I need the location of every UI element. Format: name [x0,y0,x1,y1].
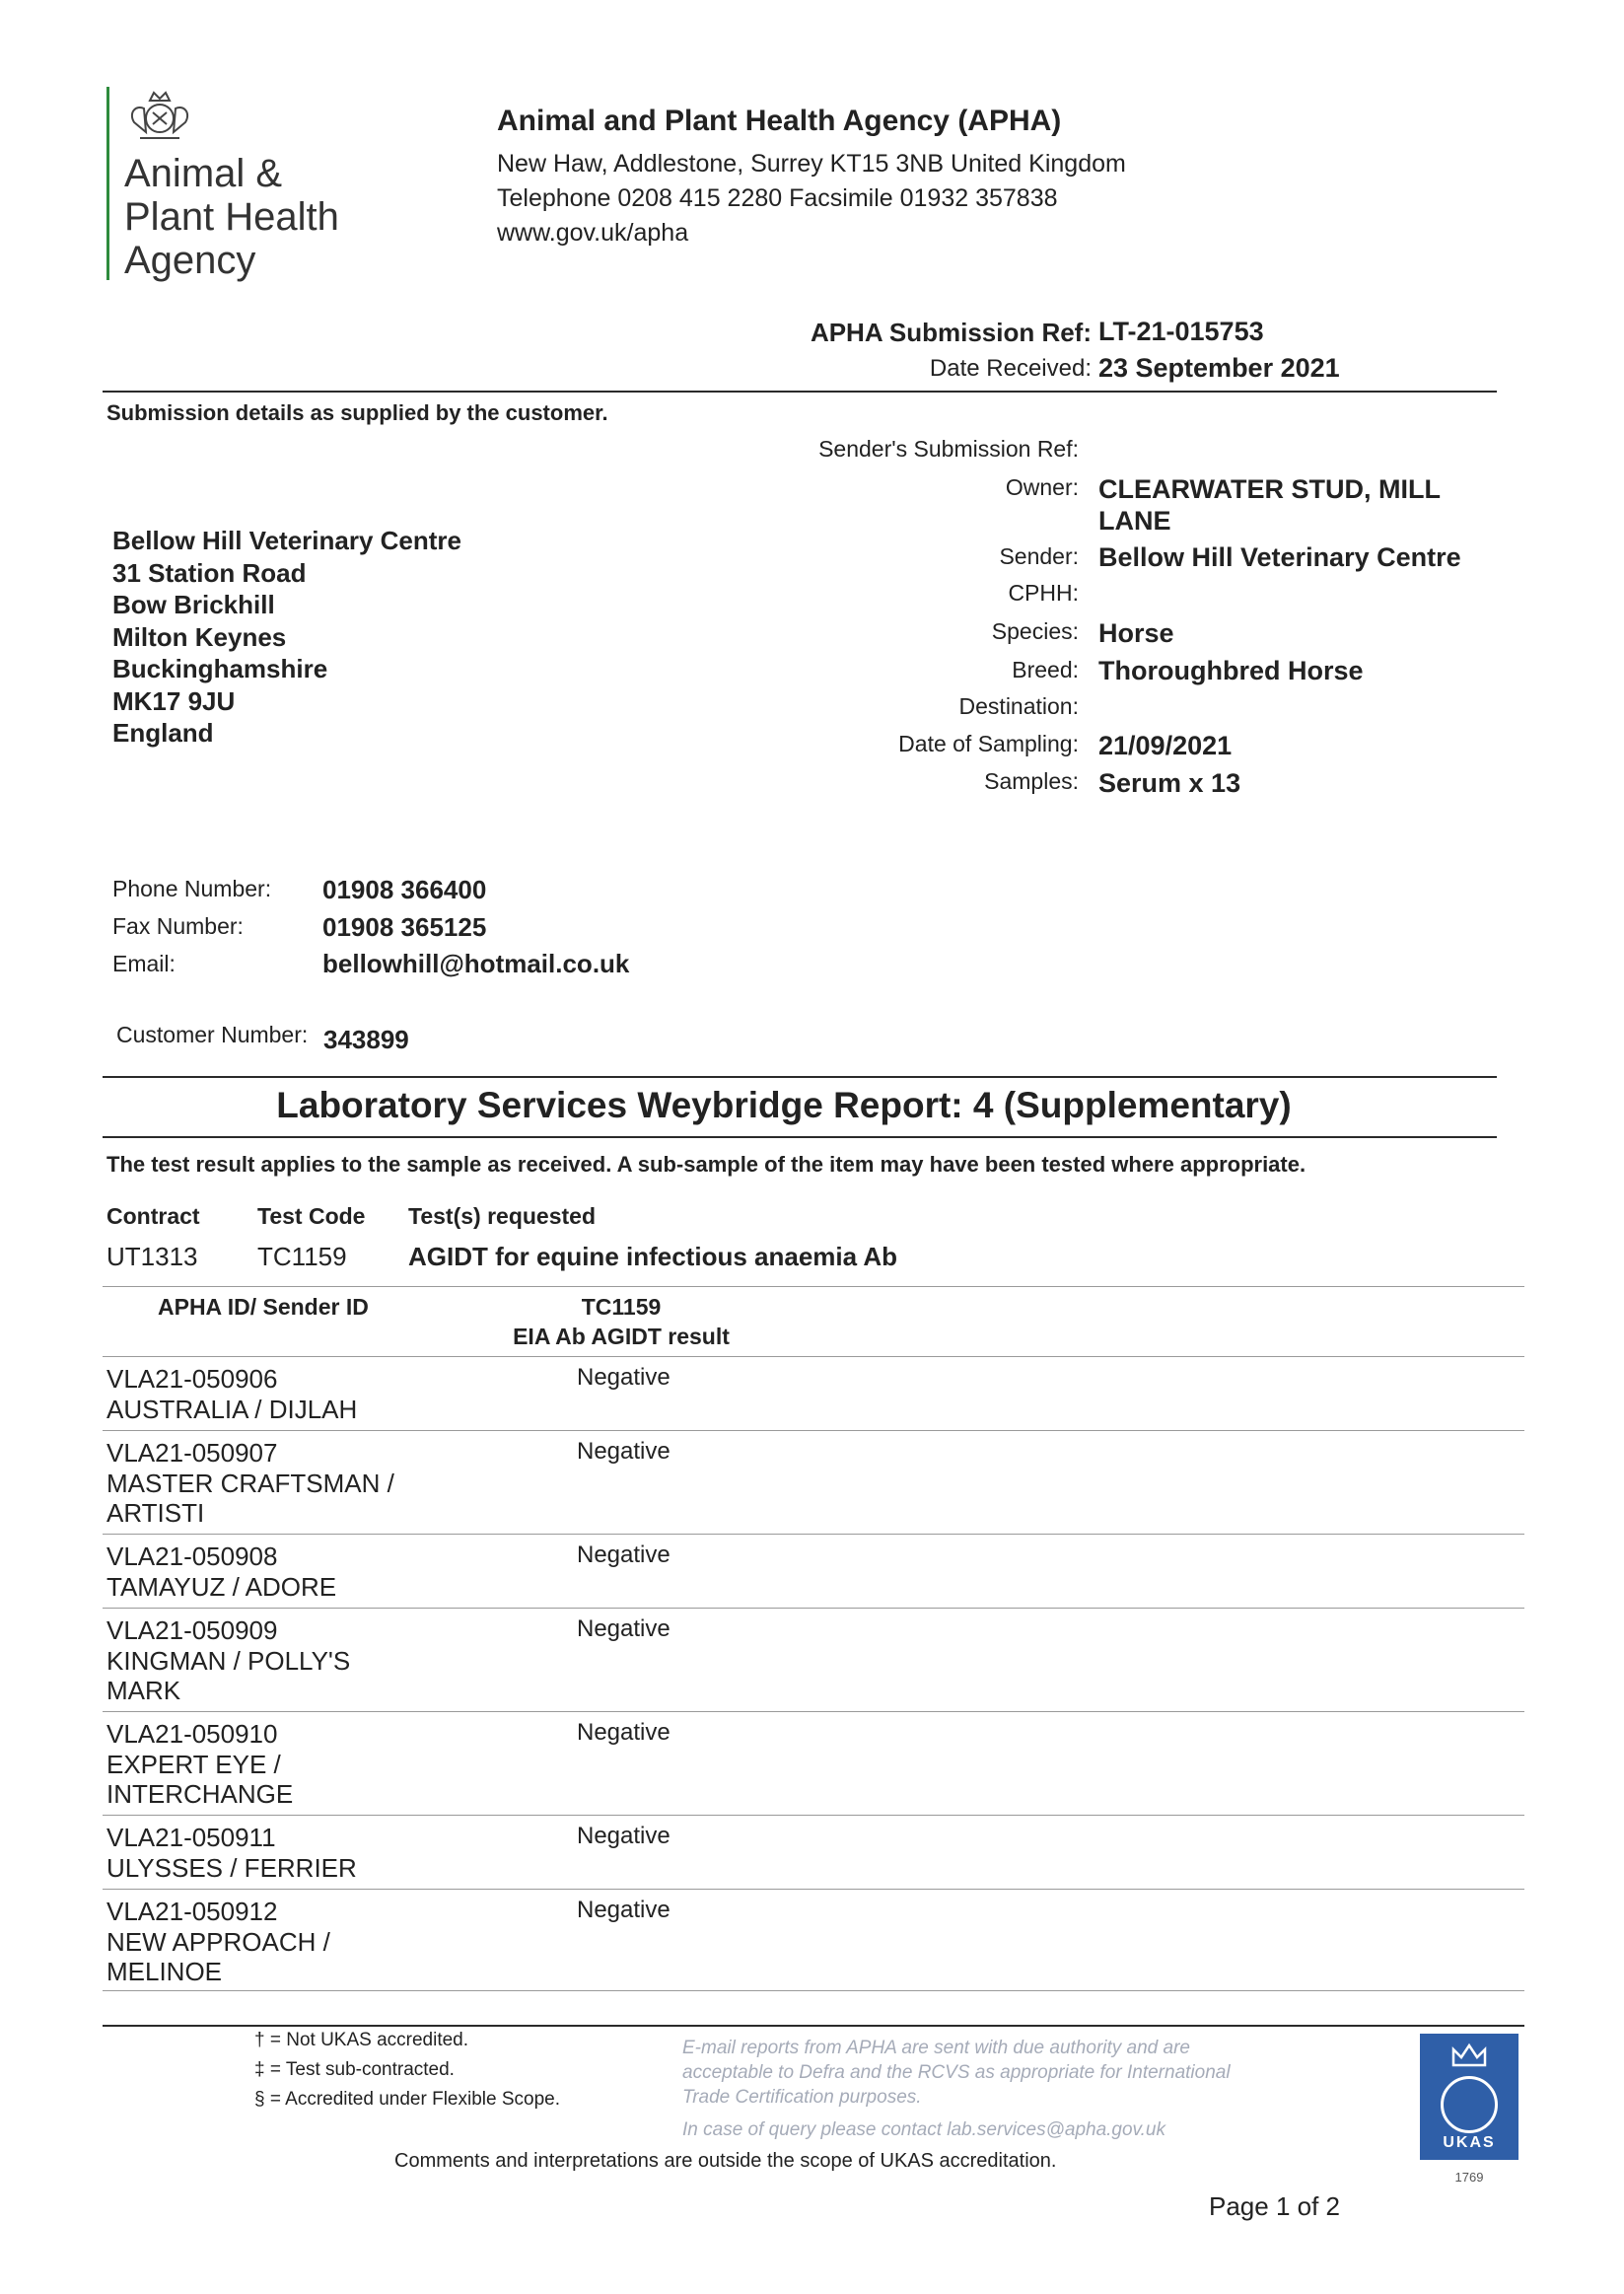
address-line: England [112,718,214,748]
disclaimer-line: E-mail reports from APHA are sent with due authority and are [682,2038,1190,2058]
sender-id: ULYSSES / FERRIER [106,1852,357,1883]
logo-line: Agency [124,239,256,282]
sender-id-cont: INTERCHANGE [106,1779,294,1809]
results-id-header: APHA ID/ Sender ID [158,1294,369,1320]
header-divider [103,391,1497,393]
contract-header: Contract [106,1203,200,1229]
fax-value: 01908 365125 [322,912,487,942]
table-rule [103,1608,1524,1609]
sender-id: KINGMAN / POLLY'S [106,1645,351,1676]
table-rule [103,1430,1524,1431]
customer-number-value: 343899 [323,1025,409,1054]
table-rule [103,1286,1524,1287]
ukas-label: UKAS [1443,2134,1496,2151]
test-requested-value: AGIDT for equine infectious anaemia Ab [408,1242,897,1271]
logo-accent-bar [106,87,109,280]
ukas-tick-icon [1441,2076,1498,2133]
sample-id: VLA21-050908 [106,1541,278,1571]
legend-line: † = Not UKAS accredited. [254,2030,469,2050]
agency-phone-line: Telephone 0208 415 2280 Facsimile 01932 357838 [497,184,1058,212]
table-rule [103,1711,1524,1712]
legend-line: § = Accredited under Flexible Scope. [254,2089,560,2110]
report-bottom-rule [103,1136,1497,1138]
table-rule [103,1534,1524,1535]
result-value: Negative [577,1615,671,1642]
date-of-sampling-value: 21/09/2021 [1098,731,1233,760]
detail-label: Destination: [958,693,1079,719]
phone-label: Phone Number: [112,876,272,901]
email-value: bellowhill@hotmail.co.uk [322,949,630,978]
date-received-value: 23 September 2021 [1098,353,1340,383]
sample-id: VLA21-050912 [106,1897,278,1926]
royal-crest-icon [120,83,199,148]
sample-id: VLA21-050906 [106,1364,278,1394]
address-line: Bow Brickhill [112,590,275,619]
detail-label: Sender: [999,543,1079,569]
sample-id: VLA21-050911 [106,1823,276,1852]
agency-logo-text [124,152,339,282]
report-title: Laboratory Services Weybridge Report: 4 (Supplementary) [276,1085,1292,1125]
agency-name: Animal and Plant Health Agency (APHA) [497,105,1062,137]
address-line: Milton Keynes [112,621,287,652]
scope-note: Comments and interpretations are outside the scope of UKAS accreditation. [394,2150,1057,2172]
result-value: Negative [577,1364,671,1391]
address-line: Bellow Hill Veterinary Centre [112,526,462,555]
sender-id: MASTER CRAFTSMAN / [106,1468,394,1498]
species-value: Horse [1098,618,1174,648]
sample-id: VLA21-050910 [106,1719,278,1749]
detail-label: CPHH: [1008,580,1079,606]
owner-value-cont: LANE [1098,506,1171,536]
table-rule [103,1990,1524,1991]
sender-id: AUSTRALIA / DIJLAH [106,1394,358,1424]
table-rule [103,1889,1524,1890]
sender-id: EXPERT EYE / [106,1749,281,1779]
disclaimer-line: In case of query please contact lab.services@apha.gov.uk [682,2119,1165,2140]
disclaimer-line: acceptable to Defra and the RCVS as appropriate for International [682,2062,1231,2083]
detail-label: Breed: [1012,657,1079,682]
result-value: Negative [577,1823,671,1849]
report-note: The test result applies to the sample as received. A sub-sample of the item may have been tested where appropriate. [106,1152,1306,1177]
samples-value: Serum x 13 [1098,768,1241,798]
customer-number-label: Customer Number: [116,1022,309,1047]
address-line: MK17 9JU [112,685,236,716]
detail-label: Sender's Submission Ref: [818,436,1079,462]
test-code-value: TC1159 [257,1242,347,1271]
results-col-header-name: EIA Ab AGIDT result [513,1324,730,1349]
address-line: Buckinghamshire [112,654,328,683]
result-value: Negative [577,1541,671,1568]
breed-value: Thoroughbred Horse [1098,656,1364,685]
detail-label: Owner: [1005,474,1079,500]
tests-requested-header: Test(s) requested [408,1203,597,1229]
detail-label: Species: [991,618,1079,644]
sender-id: NEW APPROACH / [106,1926,330,1957]
result-value: Negative [577,1719,671,1746]
sender-address [112,525,461,750]
table-rule [103,1815,1524,1816]
email-label: Email: [112,951,176,976]
logo-line: Plant Health [124,195,339,239]
sample-id: VLA21-050907 [106,1438,278,1468]
logo-line: Animal & [124,152,283,195]
contract-value: UT1313 [106,1242,198,1271]
submission-ref-label: APHA Submission Ref: [810,318,1092,347]
phone-value: 01908 366400 [322,875,487,904]
sender-id-cont: MARK [106,1676,181,1705]
result-value: Negative [577,1438,671,1465]
table-rule [103,1356,1524,1357]
sample-id: VLA21-050909 [106,1615,278,1645]
result-value: Negative [577,1897,671,1923]
legend-line: ‡ = Test sub-contracted. [254,2059,455,2080]
test-code-header: Test Code [257,1203,366,1229]
sender-id-cont: ARTISTI [106,1498,205,1528]
agency-website: www.gov.uk/apha [497,219,689,247]
owner-value: CLEARWATER STUD, MILL [1098,474,1441,504]
ukas-number: 1769 [1454,2170,1484,2185]
submission-ref-value: LT-21-015753 [1098,317,1264,346]
section-caption: Submission details as supplied by the customer. [106,400,608,425]
detail-label: Samples: [984,768,1079,794]
agency-address: New Haw, Addlestone, Surrey KT15 3NB United Kingdom [497,150,1126,178]
crown-icon [1449,2040,1489,2069]
date-received-label: Date Received: [929,355,1092,382]
sender-value: Bellow Hill Veterinary Centre [1098,542,1461,572]
detail-label: Date of Sampling: [898,731,1079,756]
page-number: Page 1 of 2 [1209,2191,1340,2221]
email-disclaimer [682,2036,1333,2142]
results-col-header-code: TC1159 [581,1294,662,1320]
fax-label: Fax Number: [112,913,244,939]
sender-id-cont: MELINOE [106,1957,223,1986]
footer-rule [103,2025,1524,2027]
disclaimer-line: Trade Certification purposes. [682,2087,922,2108]
address-line: 31 Station Road [112,557,307,588]
sender-id: TAMAYUZ / ADORE [106,1571,337,1602]
report-top-rule [103,1076,1497,1078]
